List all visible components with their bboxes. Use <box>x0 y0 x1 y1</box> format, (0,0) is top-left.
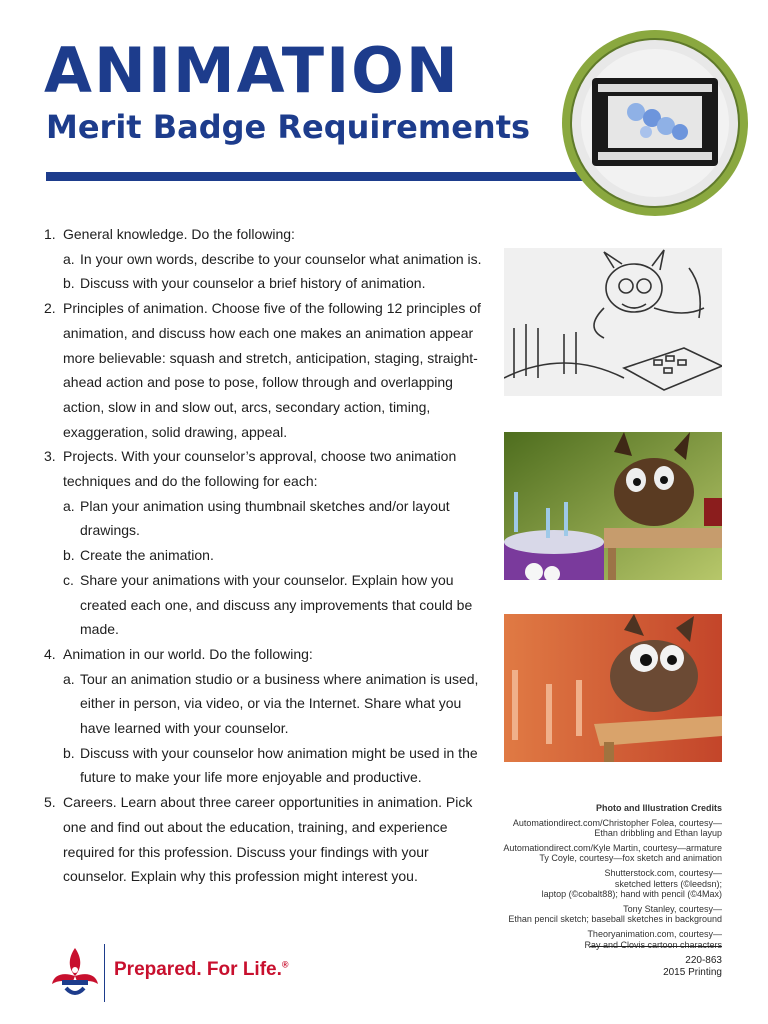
credits-title: Photo and Illustration Credits <box>595 803 722 813</box>
photo-credits <box>480 803 722 950</box>
fox-sketch-image <box>504 248 722 396</box>
requirement-4b <box>44 741 484 790</box>
registered-mark: ® <box>281 959 289 970</box>
credit-line: Shutterstock.com, courtesy— <box>604 867 722 878</box>
requirement-1b <box>44 271 484 296</box>
requirement-4 <box>44 642 484 667</box>
sub-letter: b. <box>63 275 75 292</box>
requirement-2 <box>44 296 484 444</box>
credit-line: Theoryanimation.com, courtesy— <box>587 928 722 939</box>
requirement-3b <box>44 543 484 568</box>
sub-text: Tour an animation studio or a business where animation is used, either in person, via video, or via the Internet. Share what you have learned with your counselor. <box>80 670 479 737</box>
credit-group <box>480 818 722 839</box>
credit-line: Ethan dribbling and Ethan layup <box>594 828 722 839</box>
credit-line: Automationdirect.com/Kyle Martin, courtesy—armature <box>503 842 722 853</box>
requirement-text: Projects. With your counselor’s approval, choose two animation techniques and do the following for each: <box>63 448 457 490</box>
sub-letter: b. <box>63 744 75 761</box>
requirement-text: Careers. Learn about three career opportunities in animation. Pick one and find out about the education, training, and experience required for this profession. Discuss your findings with your counselor. Explain why this profession might interest you. <box>63 794 473 885</box>
sub-text: In your own words, describe to your counselor what animation is. <box>80 250 482 267</box>
page-subtitle: Merit Badge Requirements <box>46 108 531 146</box>
footer-divider <box>104 944 105 1002</box>
sub-text: Discuss with your counselor a brief history of animation. <box>80 275 426 292</box>
credit-line: Automationdirect.com/Christopher Folea, courtesy— <box>512 817 722 828</box>
bsa-fleur-de-lis-logo <box>46 944 104 1002</box>
requirement-text: Animation in our world. Do the following: <box>63 645 313 662</box>
credit-line: sketched letters (©leedsn); <box>614 878 722 889</box>
requirement-number: 2. <box>44 300 56 317</box>
motto <box>114 959 289 981</box>
requirement-3 <box>44 444 484 493</box>
title-rule <box>46 172 606 181</box>
requirement-3a <box>44 494 484 543</box>
sub-text: Create the animation. <box>80 547 214 564</box>
credit-group <box>480 904 722 925</box>
merit-badge-image <box>560 28 750 218</box>
motto-text: Prepared. For Life. <box>114 959 282 980</box>
requirement-number: 5. <box>44 794 56 811</box>
requirement-text: General knowledge. Do the following: <box>63 226 295 242</box>
credit-line: Tony Stanley, courtesy— <box>623 903 722 914</box>
requirement-3c <box>44 568 484 642</box>
requirement-4a <box>44 667 484 741</box>
sub-text: Plan your animation using thumbnail sketches and/or layout drawings. <box>80 497 450 539</box>
requirement-5 <box>44 790 484 889</box>
credit-line: Ethan pencil sketch; baseball sketches in background <box>508 914 722 925</box>
printing-year: 2015 Printing <box>663 966 722 978</box>
requirement-number: 4. <box>44 645 56 662</box>
credit-line: Ty Coyle, courtesy—fox sketch and animation <box>539 853 722 864</box>
requirement-1a <box>44 247 484 272</box>
fox-closeup-image <box>504 614 722 762</box>
sub-letter: b. <box>63 547 75 564</box>
credit-line: Ray and Clovis cartoon characters <box>584 939 722 950</box>
requirement-number: 1. <box>44 226 56 242</box>
fox-3d-render-image <box>504 432 722 580</box>
credit-line: laptop (©cobalt88); hand with pencil (©4Max) <box>541 889 722 900</box>
sub-letter: a. <box>63 497 75 514</box>
credit-group <box>480 843 722 864</box>
requirements-list <box>44 222 484 889</box>
sub-letter: c. <box>63 571 74 588</box>
requirement-text: Principles of animation. Choose five of the following 12 principles of animation, and discuss how each one makes an animation appear more believable: squash and stretch, anticipation, staging, straight-ahead action and pose to pose, follow through and overlapping action, slow in and slow out, arcs, secondary action, timing, exaggeration, solid drawing, appeal. <box>63 300 481 440</box>
requirement-number: 3. <box>44 448 56 465</box>
sub-text: Discuss with your counselor how animation might be used in the future to make your life more enjoyable and productive. <box>80 744 478 786</box>
sub-letter: a. <box>63 670 75 687</box>
printing-info <box>590 946 722 978</box>
publication-code: 220-863 <box>685 955 722 966</box>
sub-letter: a. <box>63 250 75 267</box>
credit-group <box>480 868 722 900</box>
requirement-1 <box>44 222 484 247</box>
page-title: ANIMATION <box>44 34 460 107</box>
sub-text: Share your animations with your counselor. Explain how you created each one, and discuss any improvements that could be made. <box>80 571 473 638</box>
